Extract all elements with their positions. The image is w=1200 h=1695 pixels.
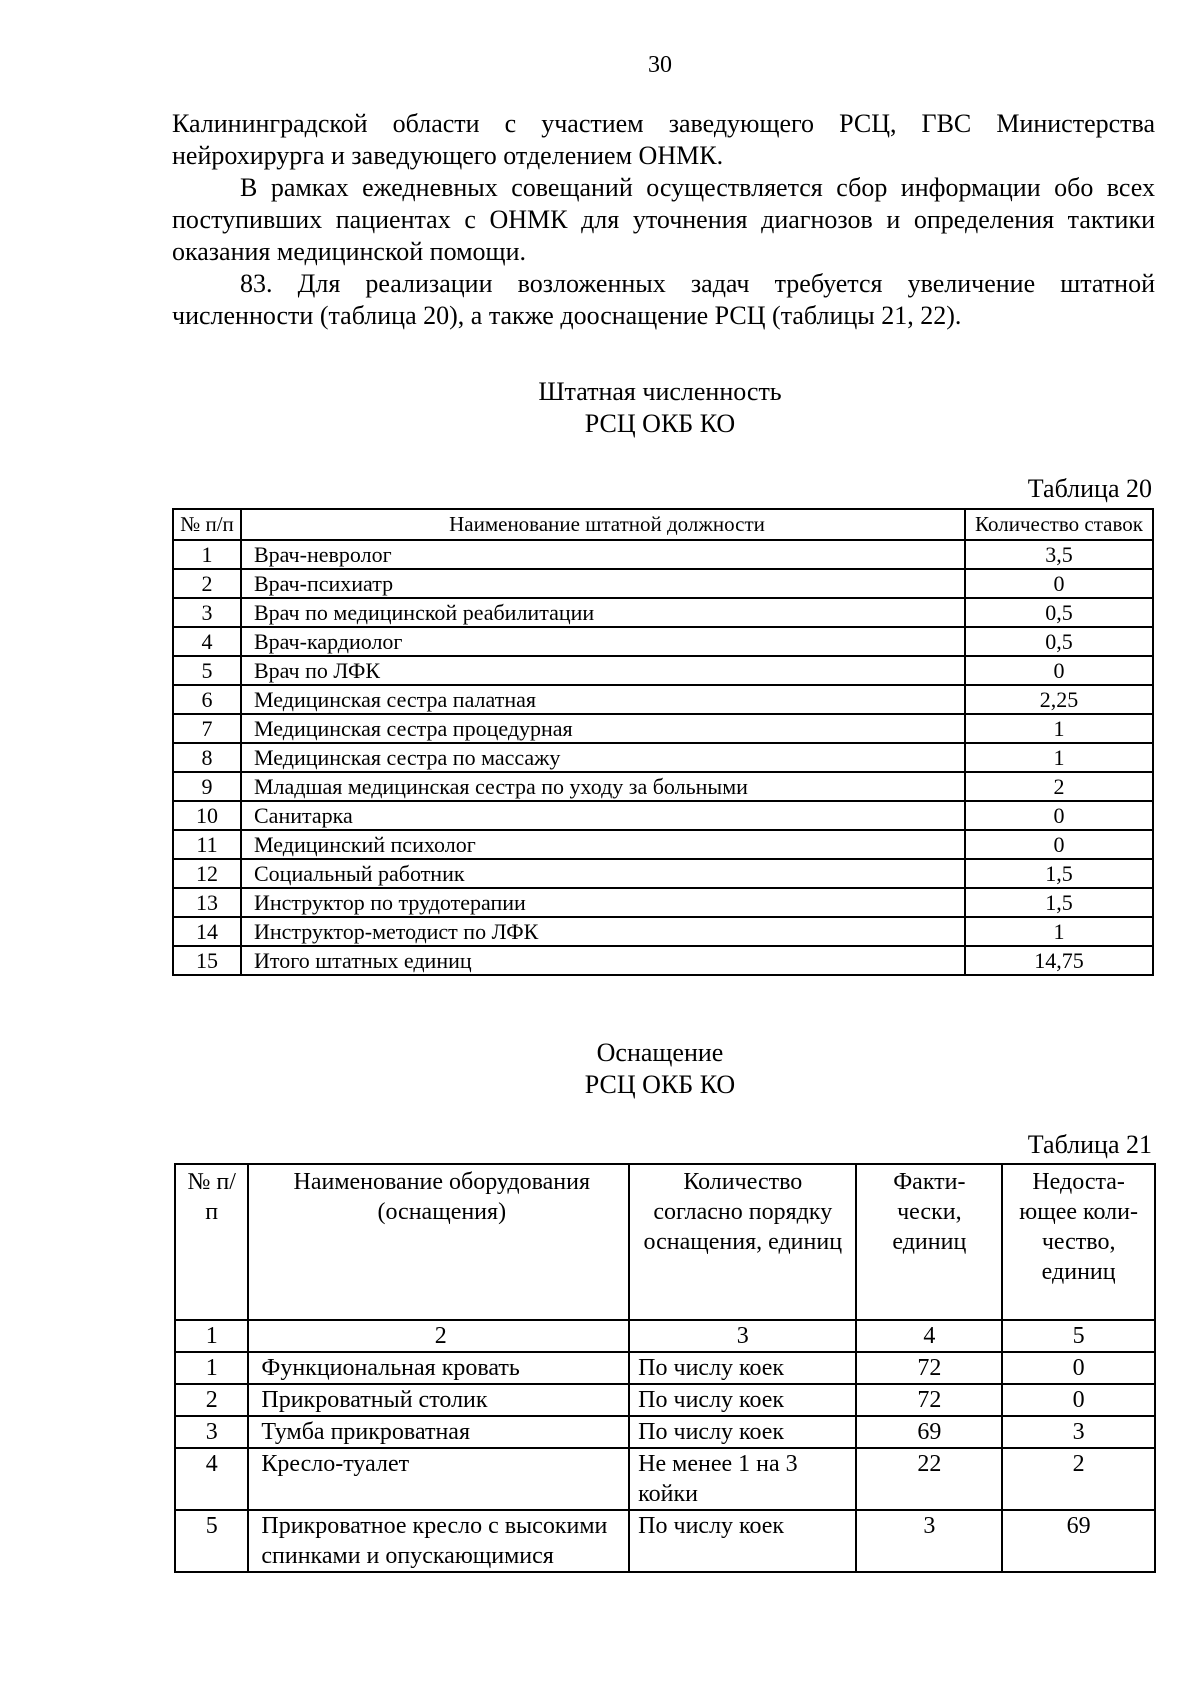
row-number: 5: [173, 656, 241, 685]
body-text: [172, 108, 1155, 332]
column-number: 4: [856, 1320, 1002, 1352]
row-number: 2: [173, 569, 241, 598]
table-row: [173, 859, 1153, 888]
table20-label: Таблица 20: [1027, 474, 1152, 503]
row-number: 3: [175, 1416, 248, 1448]
rate-count: 1: [965, 743, 1153, 772]
table21-caption-line2: РСЦ ОКБ КО: [584, 1070, 736, 1099]
table-row: [173, 598, 1153, 627]
row-number: 2: [175, 1384, 248, 1416]
rate-count: 0,5: [965, 598, 1153, 627]
required-quantity: По числу коек: [629, 1416, 856, 1448]
position-name: Инструктор-методист по ЛФК: [241, 917, 965, 946]
table20-caption: [0, 376, 1200, 440]
row-number: 12: [173, 859, 241, 888]
row-number: 1: [175, 1352, 248, 1384]
row-number: 14: [173, 917, 241, 946]
position-name: Медицинская сестра палатная: [241, 685, 965, 714]
position-name: Медицинская сестра по массажу: [241, 743, 965, 772]
table-row: [173, 540, 1153, 569]
rate-count: 0: [965, 656, 1153, 685]
rate-count: 1,5: [965, 888, 1153, 917]
page-number: 30: [648, 52, 672, 78]
equipment-table: [174, 1163, 1156, 1573]
paragraph-2: В рамках ежедневных совещаний осуществляется сбор информации обо всех поступивших пациентах с ОНМК для уточнения диагнозов и определения тактики оказания медицинской помощи.: [172, 173, 1155, 266]
row-number: 8: [173, 743, 241, 772]
row-number: 4: [173, 627, 241, 656]
row-number: 9: [173, 772, 241, 801]
table-row: [175, 1510, 1155, 1572]
position-name: Врач по медицинской реабилитации: [241, 598, 965, 627]
table21-label: Таблица 21: [1027, 1130, 1152, 1159]
shortage-quantity: 0: [1002, 1384, 1155, 1416]
rate-count: 1: [965, 917, 1153, 946]
table-row: [175, 1352, 1155, 1384]
column-header-actual: Факти- чески, единиц: [856, 1164, 1002, 1320]
table20-caption-line2: РСЦ ОКБ КО: [584, 409, 736, 438]
column-header-required: Количество согласно порядку оснащения, единиц: [629, 1164, 856, 1320]
column-number: 2: [248, 1320, 629, 1352]
position-name: Врач по ЛФК: [241, 656, 965, 685]
staffing-table: [172, 508, 1154, 976]
table-row: [173, 946, 1153, 975]
column-numbers-row: [175, 1320, 1155, 1352]
column-header-num: № п/п: [173, 509, 241, 540]
column-header-shortage: Недоста- ющее коли- чество, единиц: [1002, 1164, 1155, 1320]
equipment-name: Прикроватное кресло с высокими спинками и опускающимися: [248, 1510, 629, 1572]
row-number: 6: [173, 685, 241, 714]
table-row: [173, 656, 1153, 685]
column-header-num: № п/п: [175, 1164, 248, 1320]
table21-caption-line1: Оснащение: [596, 1038, 724, 1067]
staffing-table-body: [173, 540, 1153, 975]
table-row: [173, 627, 1153, 656]
rate-count: 0,5: [965, 627, 1153, 656]
row-number: 5: [175, 1510, 248, 1572]
position-name: Младшая медицинская сестра по уходу за больными: [241, 772, 965, 801]
position-name: Медицинская сестра процедурная: [241, 714, 965, 743]
table-row: [173, 743, 1153, 772]
position-name: Санитарка: [241, 801, 965, 830]
equipment-table-body: [175, 1352, 1155, 1572]
rate-count: 0: [965, 830, 1153, 859]
row-number: 10: [173, 801, 241, 830]
rate-count: 2,25: [965, 685, 1153, 714]
column-number: 1: [175, 1320, 248, 1352]
column-header-equipment: Наименование оборудования (оснащения): [248, 1164, 629, 1320]
table-row: [175, 1448, 1155, 1510]
required-quantity: По числу коек: [629, 1352, 856, 1384]
paragraph-1: Калининградской области с участием заведующего РСЦ, ГВС Министерства нейрохирурга и заведующего отделением ОНМК.: [172, 109, 1155, 170]
shortage-quantity: 3: [1002, 1416, 1155, 1448]
required-quantity: По числу коек: [629, 1384, 856, 1416]
rate-count: 2: [965, 772, 1153, 801]
column-header-rates: Количество ставок: [965, 509, 1153, 540]
position-name: Социальный работник: [241, 859, 965, 888]
rate-count: 0: [965, 569, 1153, 598]
table-row: [173, 830, 1153, 859]
row-number: 1: [173, 540, 241, 569]
table-row: [175, 1416, 1155, 1448]
equipment-name: Тумба прикроватная: [248, 1416, 629, 1448]
table-header-row: [173, 509, 1153, 540]
actual-quantity: 72: [856, 1384, 1002, 1416]
table21-caption: [0, 1037, 1200, 1101]
table-row: [173, 888, 1153, 917]
rate-count: 14,75: [965, 946, 1153, 975]
actual-quantity: 3: [856, 1510, 1002, 1572]
position-name: Инструктор по трудотерапии: [241, 888, 965, 917]
table-row: [173, 569, 1153, 598]
table20-caption-line1: Штатная численность: [538, 377, 782, 406]
position-name: Медицинский психолог: [241, 830, 965, 859]
shortage-quantity: 69: [1002, 1510, 1155, 1572]
table-header-row: [175, 1164, 1155, 1320]
equipment-name: Функциональная кровать: [248, 1352, 629, 1384]
column-number: 5: [1002, 1320, 1155, 1352]
column-header-position: Наименование штатной должности: [241, 509, 965, 540]
position-name: Врач-кардиолог: [241, 627, 965, 656]
table-row: [173, 714, 1153, 743]
column-number: 3: [629, 1320, 856, 1352]
rate-count: 1,5: [965, 859, 1153, 888]
row-number: 11: [173, 830, 241, 859]
paragraph-3: 83. Для реализации возложенных задач требуется увеличение штатной численности (таблица 20), а также дооснащение РСЦ (таблицы 21, 22).: [172, 269, 1155, 330]
position-name: Врач-психиатр: [241, 569, 965, 598]
table-row: [173, 772, 1153, 801]
rate-count: 0: [965, 801, 1153, 830]
shortage-quantity: 0: [1002, 1352, 1155, 1384]
shortage-quantity: 2: [1002, 1448, 1155, 1510]
equipment-name: Кресло-туалет: [248, 1448, 629, 1510]
row-number: 7: [173, 714, 241, 743]
row-number: 3: [173, 598, 241, 627]
rate-count: 3,5: [965, 540, 1153, 569]
actual-quantity: 22: [856, 1448, 1002, 1510]
table-row: [173, 801, 1153, 830]
table-row: [175, 1384, 1155, 1416]
actual-quantity: 69: [856, 1416, 1002, 1448]
position-name: Врач-невролог: [241, 540, 965, 569]
row-number: 13: [173, 888, 241, 917]
required-quantity: По числу коек: [629, 1510, 856, 1572]
required-quantity: Не менее 1 на 3 койки: [629, 1448, 856, 1510]
table-row: [173, 685, 1153, 714]
position-name: Итого штатных единиц: [241, 946, 965, 975]
equipment-name: Прикроватный столик: [248, 1384, 629, 1416]
rate-count: 1: [965, 714, 1153, 743]
row-number: 4: [175, 1448, 248, 1510]
table-row: [173, 917, 1153, 946]
actual-quantity: 72: [856, 1352, 1002, 1384]
row-number: 15: [173, 946, 241, 975]
